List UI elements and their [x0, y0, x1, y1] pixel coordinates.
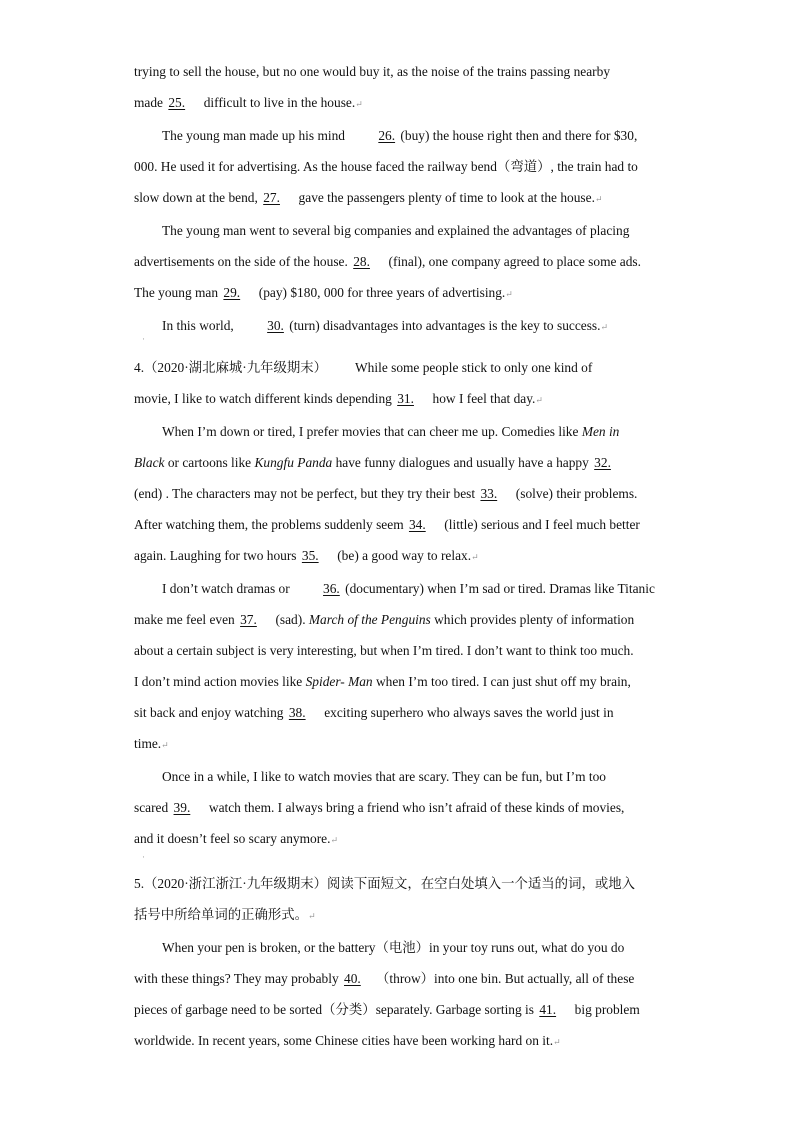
blank-35[interactable]: 35. [301, 548, 319, 563]
passage-3 [134, 56, 674, 343]
movie-title: March of the Penguins [308, 612, 431, 627]
question-heading: 4.（2020·湖北麻城·九年级期末） [134, 360, 328, 375]
blank-26[interactable]: 26. [378, 128, 396, 143]
text-line: When I’m down or tired, I prefer movies that can cheer me up. Comedies like Men in [162, 424, 620, 439]
paragraph-mark-icon: ↵ [330, 835, 339, 845]
paragraph-mark-icon: ↵ [594, 194, 603, 204]
text-line: with these things? They may probably 40. （throw）into one bin. But actually, all of these [134, 963, 674, 994]
text-line: 4.（2020·湖北麻城·九年级期末） While some people stick to only one kind of [134, 360, 593, 375]
blank-40[interactable]: 40. [344, 971, 361, 986]
question-heading: 5.（2020·浙江浙江·九年级期末）阅读下面短文，在空白处填入一个适当的词，或地入 [134, 876, 636, 891]
blank-27[interactable]: 27. [263, 190, 280, 205]
text-line: made 25. difficult to live in the house.↵ [134, 87, 674, 120]
paragraph-mark-icon: ↵ [355, 99, 363, 109]
text-line: trying to sell the house, but no one would buy it, as the noise of the trains passing nearby [134, 64, 611, 79]
text-line: I don’t mind action movies like Spider- Man when I’m too tired. I can just shut off my brain, [134, 674, 631, 689]
blank-29[interactable]: 29. [223, 285, 241, 300]
text-line: advertisements on the side of the house. 28. (final), one company agreed to place some ads. [134, 246, 674, 277]
movie-title: Kungfu Panda [254, 455, 333, 470]
blank-38[interactable]: 38. [288, 705, 306, 720]
text-line: I don’t watch dramas or 36. (documentary) when I’m sad or tired. Dramas like Titanic [134, 573, 674, 604]
paragraph-mark-icon: ↵ [535, 395, 543, 405]
blank-30[interactable]: 30. [267, 318, 284, 333]
paragraph-mark-icon: ↵ [553, 1037, 561, 1047]
paragraph-mark-icon: ↵ [505, 289, 513, 299]
blank-31[interactable]: 31. [397, 391, 414, 406]
paragraph-mark-icon: ↵ [161, 740, 169, 750]
paragraph-mark-icon: ↵ [471, 552, 479, 562]
movie-title: Spider- Man [305, 674, 373, 689]
blank-34[interactable]: 34. [408, 517, 426, 532]
text-line: slow down at the bend, 27. gave the passengers plenty of time to look at the house.↵ [134, 182, 674, 215]
text-line: The young man made up his mind 26. (buy) the house right then and there for $30, [134, 120, 674, 151]
text-line: 000. He used it for advertising. As the house faced the railway bend（弯道）, the train had to [134, 159, 638, 174]
text-line: 括号中所给单词的正确形式。↵ [134, 907, 316, 922]
passage-4 [134, 352, 674, 856]
text-line: Once in a while, I like to watch movies that are scary. They can be fun, but I’m too [162, 769, 606, 784]
blank-28[interactable]: 28. [353, 254, 370, 269]
text-line: When your pen is broken, or the battery（电池）in your toy runs out, what do you do [162, 940, 625, 955]
text-line: In this world, 30. (turn) disadvantages into advantages is the key to success.↵ [134, 310, 674, 343]
text-line: and it doesn’t feel so scary anymore.↵ [134, 831, 339, 846]
text-line: pieces of garbage need to be sorted（分类）separately. Garbage sorting is 41. big problem [134, 994, 674, 1025]
blank-33[interactable]: 33. [480, 486, 498, 501]
movie-title: Black [134, 455, 165, 470]
blank-36[interactable]: 36. [323, 581, 340, 596]
separator-mark-icon: · [142, 334, 145, 344]
text-line: make me feel even 37. (sad). March of the Penguins which provides plenty of information [134, 604, 674, 635]
text-line: again. Laughing for two hours 35. (be) a good way to relax.↵ [134, 540, 674, 573]
text-line: scared 39. watch them. I always bring a friend who isn’t afraid of these kinds of movies, [134, 792, 674, 823]
text-line: sit back and enjoy watching 38. exciting superhero who always saves the world just in [134, 697, 674, 728]
movie-title: Men in [581, 424, 620, 439]
text-line: After watching them, the problems suddenly seem 34. (little) serious and I feel much better [134, 509, 674, 540]
blank-32[interactable]: 32. [594, 455, 611, 470]
separator-mark-icon: · [142, 852, 145, 862]
paragraph-mark-icon: ↵ [308, 911, 316, 921]
text-line: time.↵ [134, 736, 169, 751]
blank-39[interactable]: 39. [173, 800, 191, 815]
text-line: The young man went to several big companies and explained the advantages of placing [162, 223, 630, 238]
passage-5 [134, 868, 674, 1058]
text-line: The young man 29. (pay) $180, 000 for three years of advertising.↵ [134, 277, 674, 310]
blank-41[interactable]: 41. [539, 1002, 557, 1017]
paragraph-mark-icon: ↵ [600, 322, 609, 332]
text-line: Black or cartoons like Kungfu Panda have funny dialogues and usually have a happy 32. [134, 447, 674, 478]
text-line: worldwide. In recent years, some Chinese cities have been working hard on it.↵ [134, 1033, 561, 1048]
text-line: about a certain subject is very interesting, but when I’m tired. I don’t want to think too much. [134, 643, 634, 658]
text-line: (end) . The characters may not be perfect, but they try their best 33. (solve) their problems. [134, 478, 674, 509]
blank-25[interactable]: 25. [168, 95, 186, 110]
text-line: movie, I like to watch different kinds depending 31. how I feel that day.↵ [134, 383, 674, 416]
blank-37[interactable]: 37. [240, 612, 257, 627]
